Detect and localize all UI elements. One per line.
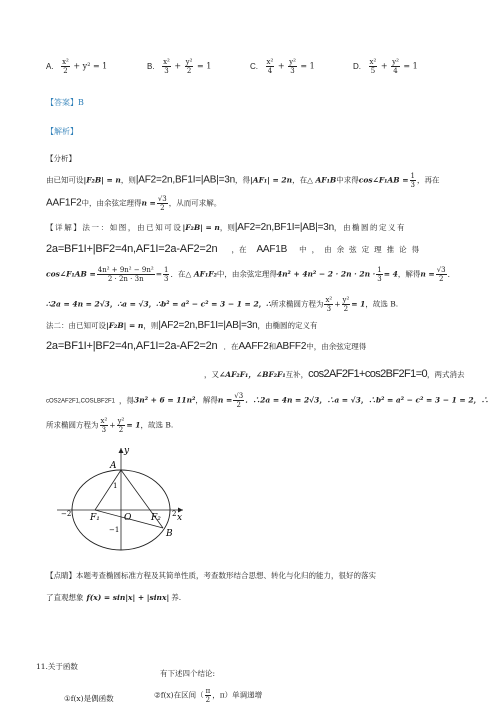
fraction-numerator: x²: [100, 417, 108, 425]
math: |AF₁| = 2n: [250, 175, 293, 185]
fraction-numerator: y²: [392, 58, 399, 66]
label-b: B: [166, 529, 173, 539]
fraction-denominator: 5: [370, 67, 376, 75]
label-f1: F₁: [90, 513, 100, 523]
option-letter: A.: [46, 61, 54, 71]
text: 和: [268, 342, 277, 351]
math: ∴2a = 4n = 2√3，∴a = √3，∴b² = a² − c² = 3 − 1 = 2，∴: [46, 299, 271, 309]
option-letter: B.: [147, 61, 155, 71]
fraction-denominator: 3: [410, 181, 415, 189]
x-axis-arrow: [178, 508, 183, 513]
fraction-denominator: 2: [438, 275, 444, 283]
tick-label-1: 1: [113, 482, 118, 490]
plus-sign: +: [174, 61, 182, 71]
paragraph-11: [46, 417, 173, 434]
text: 中，由余弦定理得: [81, 198, 142, 208]
paragraph-1: [46, 172, 439, 189]
fraction-numerator: 1: [163, 266, 169, 274]
fraction-numerator: y²: [185, 58, 193, 66]
text: 法二：由已知可设: [46, 321, 106, 330]
math-image-text: 2a=BF1I+|BF2=4n,AF1I=2a-AF2=2n: [46, 243, 218, 255]
math: = 4: [383, 269, 398, 279]
fraction-denominator: 3: [377, 275, 382, 283]
text: ，两式消去: [427, 370, 465, 379]
fraction-numerator: 1: [377, 266, 382, 274]
fraction-numerator: x²: [62, 58, 69, 66]
q11-conclusions: 有下述四个结论:: [160, 669, 216, 678]
label-x: x: [177, 513, 183, 523]
text: ，再在: [416, 175, 440, 185]
paragraph-10: [46, 392, 489, 409]
text: 养.: [171, 593, 182, 602]
math: 4n² + 4n² − 2 · 2n · 2n ·: [276, 269, 376, 279]
text: ．在: [170, 269, 186, 279]
option-b: [147, 58, 211, 75]
text: ②f(x)在区间（: [154, 690, 204, 700]
fraction-numerator: √3: [436, 266, 446, 274]
plus-sign: +: [380, 61, 388, 71]
math: cos∠F₁AB =: [358, 175, 409, 185]
paragraph-8: [46, 340, 366, 352]
q11-conclusion-1: ①f(x)是偶函数: [64, 694, 114, 703]
text: ，故选 B.: [140, 420, 174, 430]
fraction-numerator: x²: [163, 58, 170, 66]
option-d: [353, 58, 418, 75]
fraction-numerator: y²: [117, 417, 125, 425]
math-image-text: 2a=BF1I+|BF2=4n,AF1I=2a-AF2=2n: [46, 340, 218, 352]
math-image-text: ABFF2: [276, 341, 307, 352]
text: 由已知可设: [46, 175, 84, 185]
math: n =: [217, 395, 233, 405]
analysis-label: 【解析】: [46, 127, 78, 136]
fraction-denominator: 2: [160, 204, 165, 212]
fraction-denominator: 2: [63, 67, 68, 75]
math: △ AF₁B: [307, 175, 337, 185]
math: = 1: [351, 299, 366, 309]
text: 中求得: [336, 175, 359, 185]
q11-stem: 11.关于函数: [36, 662, 78, 671]
plus-sign: +: [109, 420, 116, 430]
math: f(x) = sin|x| + |sinx|: [86, 593, 170, 602]
option-rest: + y² = 1: [73, 61, 108, 71]
math: |F₂B| = n: [182, 223, 220, 232]
math-image-text: cOS2AF2F1,COSLBF2F1: [46, 398, 116, 405]
text: =: [155, 269, 162, 279]
option-a: [46, 58, 107, 75]
math-image-text: |AF2=2n,BF1I=|AB|=3n: [158, 320, 258, 331]
option-letter: C.: [250, 61, 258, 71]
text: 本题考查椭圆标准方程及其简单性质，考查数形结合思想、转化与化归的能力，很好的落实: [76, 571, 376, 580]
fraction-denominator: 3: [290, 67, 295, 75]
fraction-numerator: y²: [289, 58, 296, 66]
tick-label-neg1: −1: [109, 526, 120, 534]
paragraph-2: [46, 195, 221, 212]
text: ，故选 B.: [365, 299, 399, 309]
text: ，π）单调递增: [212, 690, 263, 700]
label-a: A: [110, 461, 117, 471]
label-f2: F₂: [151, 513, 161, 523]
option-rest: = 1: [300, 61, 315, 71]
plus-sign: +: [334, 299, 341, 309]
label-o: O: [124, 513, 132, 523]
math-image-text: AAF1B: [256, 244, 288, 255]
math: |F₂B| = n: [83, 175, 121, 185]
text: 了直观想象: [46, 593, 84, 602]
math: 3n² + 6 = 11n²: [134, 395, 196, 405]
option-c: [250, 58, 315, 75]
math: △ AF₁F₂: [185, 269, 217, 279]
fraction-numerator: y²: [342, 296, 350, 304]
fraction-numerator: x²: [369, 58, 377, 66]
fraction-denominator: 2: [118, 426, 124, 434]
fraction-denominator: 3: [326, 305, 332, 313]
fraction-denominator: 3: [101, 426, 107, 434]
math-image-text: AAFF2: [238, 341, 269, 352]
dianjing-line-2: [46, 592, 181, 603]
fenxi-label: 【分析】: [46, 154, 76, 163]
fraction-numerator: π: [205, 687, 211, 695]
fraction-numerator: 1: [410, 172, 415, 180]
paragraph-9: [204, 368, 465, 380]
fraction-denominator: 3: [163, 275, 169, 283]
math: = 1: [126, 420, 141, 430]
fraction-denominator: 2: [236, 401, 241, 409]
fraction-denominator: 2: [205, 696, 211, 704]
text: 所求椭圆方程为: [46, 420, 99, 430]
text: ，则: [219, 223, 235, 232]
math: ∠AF₂F₁，∠BF₂F₁: [219, 370, 286, 379]
fraction-denominator: 2 · 2n · 3n: [107, 275, 144, 283]
paragraph-4: [46, 243, 424, 255]
math-image-text: |AF2=2n,BF1I=|AB|=3n: [234, 222, 335, 233]
paragraph-7: [46, 320, 318, 331]
text: 所求椭圆方程为: [270, 299, 324, 309]
fraction-numerator: x²: [266, 58, 274, 66]
fraction-denominator: 4: [267, 67, 273, 75]
paragraph-5: [46, 266, 455, 283]
dianjing-line-1: [46, 570, 376, 581]
text: ，则: [143, 321, 159, 330]
label-y: y: [124, 446, 130, 456]
q11-conclusion-2: [154, 687, 262, 704]
text: ，由椭圆的定义有: [334, 223, 407, 232]
text: 【详解】法一：如图，由已知可设: [46, 223, 183, 232]
math: ．∴2a = 4n = 2√3，∴a = √3，∴b² = a² − c² = 3 − 1 = 2，∴: [245, 395, 489, 405]
math: n =: [141, 198, 156, 208]
paragraph-3: [46, 222, 406, 233]
option-rest: = 1: [196, 61, 212, 71]
math-image-text: AAF1F2: [46, 197, 82, 209]
math: |F₂B| = n: [106, 321, 144, 330]
math-image-text: cos2AF2F1+cos2BF2F1=0: [308, 368, 428, 380]
text: ，得: [235, 175, 251, 185]
text: 中，由余弦定理得: [216, 269, 277, 279]
text: ．在: [223, 342, 239, 351]
text: ，解得: [195, 395, 218, 405]
tick-label-neg2: −2: [61, 510, 72, 518]
text: 中，由余弦定理推论得: [299, 245, 425, 254]
text: ，又: [204, 370, 219, 379]
text: ，得: [119, 395, 135, 405]
text: ，在: [292, 175, 308, 185]
tag: 【点睛】: [46, 571, 76, 580]
math: cos∠F₁AB =: [46, 269, 96, 279]
fraction-denominator: 4: [393, 67, 398, 75]
text: 互补，: [285, 370, 309, 379]
text: ，在: [231, 245, 247, 254]
text: ，则: [120, 175, 136, 185]
answer-label: 【答案】B: [46, 98, 84, 107]
segment-af1: [95, 470, 121, 510]
text: ，解得: [397, 269, 421, 279]
math: n =: [420, 269, 435, 279]
fraction-denominator: 3: [164, 67, 169, 75]
tick-label-2: 2: [172, 510, 177, 518]
plus-sign: +: [277, 61, 285, 71]
text: ，从而可求解。: [168, 198, 222, 208]
text: ，由椭圆的定义有: [257, 321, 318, 330]
fraction-numerator: x²: [325, 296, 333, 304]
fraction-numerator: √3: [234, 392, 244, 400]
text: ．: [447, 269, 456, 279]
text: 中，由余弦定理得: [306, 342, 367, 351]
math-image-text: |AF2=2n,BF1I=|AB|=3n: [135, 174, 236, 186]
paragraph-6: [46, 296, 398, 313]
y-axis-arrow: [119, 448, 124, 453]
ellipse-figure: [55, 444, 185, 554]
option-letter: D.: [353, 61, 361, 71]
option-rest: = 1: [403, 61, 418, 71]
fraction-denominator: 2: [186, 67, 192, 75]
fraction-numerator: √3: [157, 195, 167, 203]
fraction-numerator: 4n² + 9n² − 9n²: [97, 266, 154, 274]
fraction-denominator: 2: [343, 305, 349, 313]
